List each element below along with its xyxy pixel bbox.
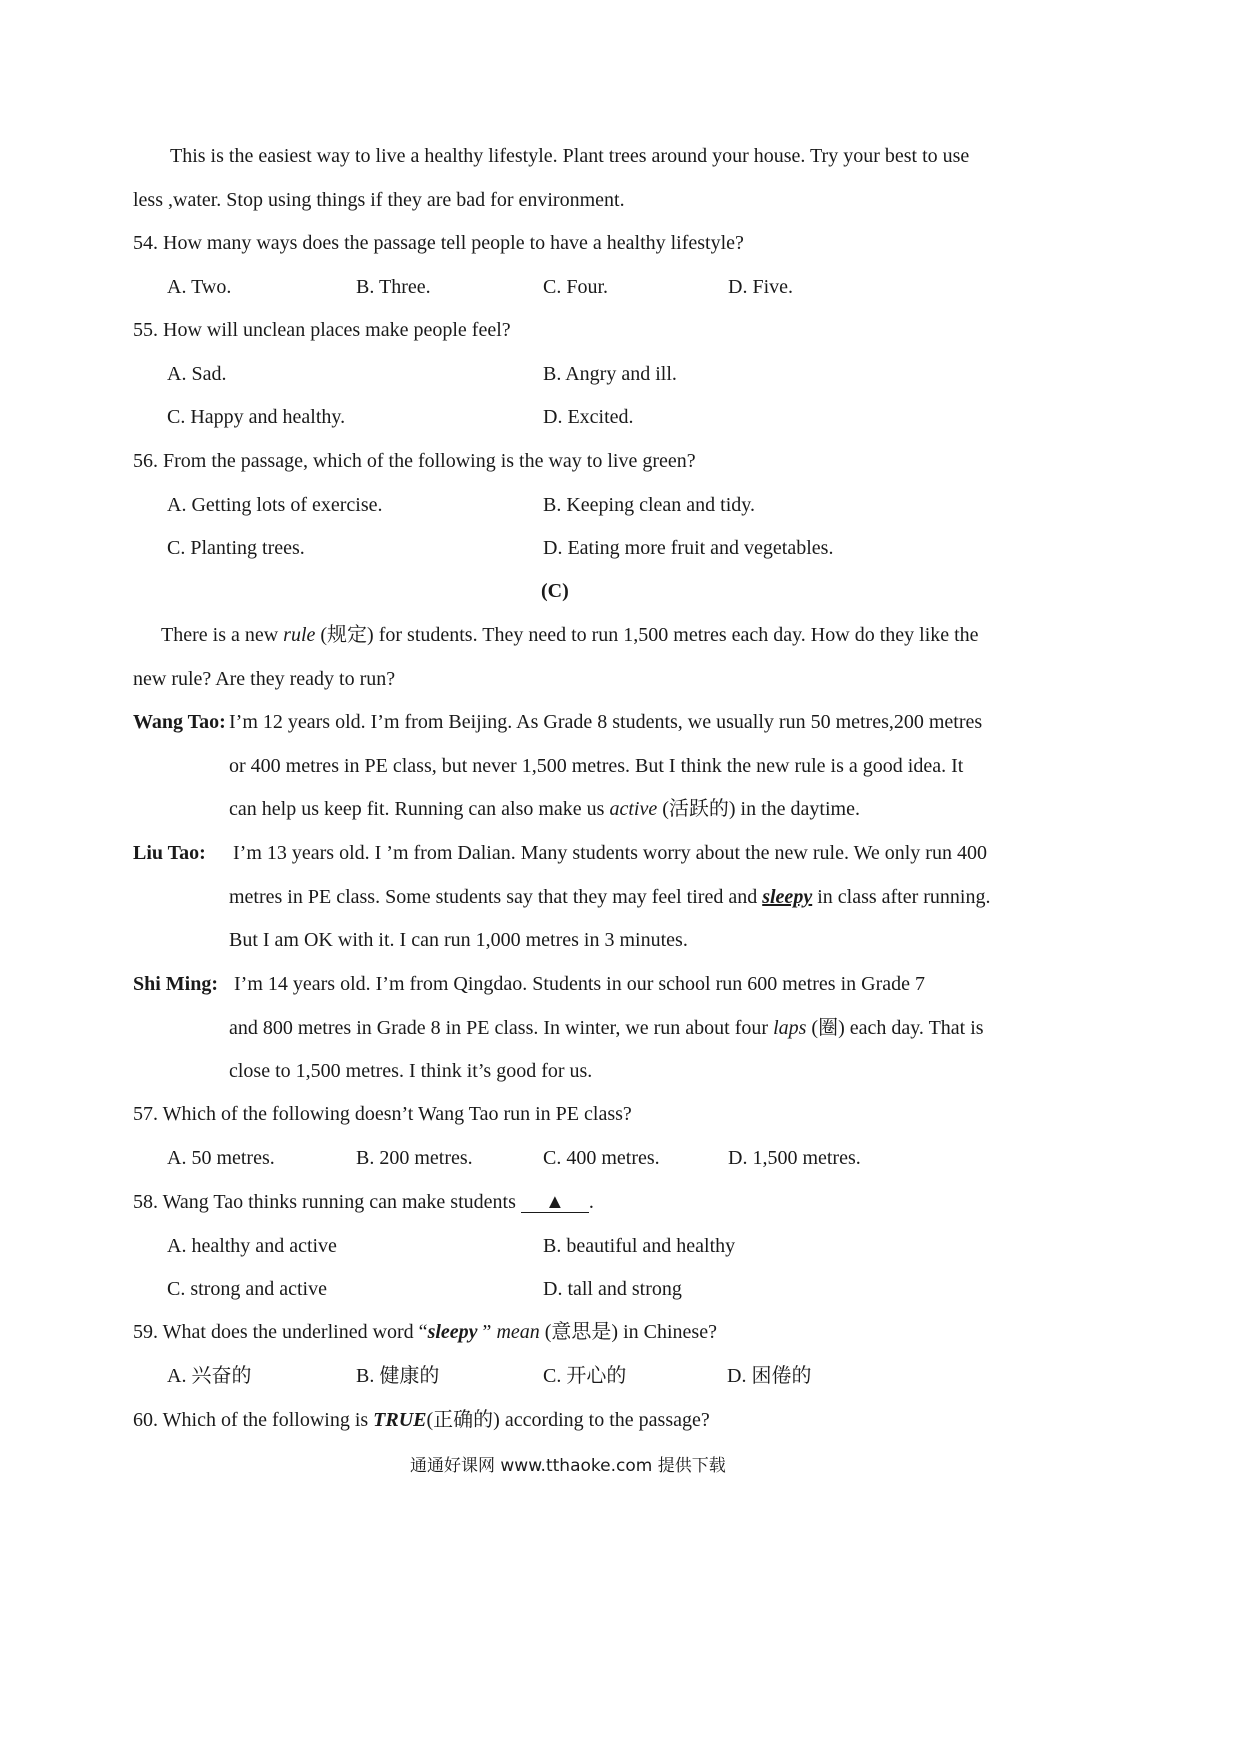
section-heading: (C) [541,580,569,602]
option-57-a: A. 50 metres. [167,1147,275,1169]
underlined-word-sleepy: sleepy [762,886,813,908]
speaker-name: Liu Tao: [133,842,206,864]
question-55: 55. How will unclean places make people feel? [133,319,511,341]
speaker-line: close to 1,500 metres. I think it’s good for us. [229,1060,593,1082]
option-55-a: A. Sad. [167,363,227,385]
passage-line: This is the easiest way to live a healthy lifestyle. Plant trees around your house. Try your best to use [170,145,970,167]
question-60: 60. Which of the following is TRUE(正确的) according to the passage? [133,1409,710,1431]
option-55-c: C. Happy and healthy. [167,406,346,428]
answer-blank: ▲ [521,1192,589,1213]
passage-line: less ,water. Stop using things if they are bad for environment. [133,189,625,211]
option-58-a: A. healthy and active [167,1235,337,1257]
speaker-line: I’m 14 years old. I’m from Qingdao. Students in our school run 600 metres in Grade 7 [234,973,925,995]
option-59-a: A. 兴奋的 [167,1365,252,1387]
term-true: TRUE [373,1409,427,1431]
option-58-c: C. strong and active [167,1278,327,1300]
option-55-d: D. Excited. [543,406,634,428]
option-54-d: D. Five. [728,276,793,298]
speaker-name: Wang Tao: [133,711,226,733]
page-footer: 通通好课网 www.tthaoke.com 提供下载 [410,1456,726,1476]
option-56-a: A. Getting lots of exercise. [167,494,383,516]
speaker-line: I’m 13 years old. I ’m from Dalian. Many students worry about the new rule. We only run 400 [233,842,987,864]
speaker-line: I’m 12 years old. I’m from Beijing. As Grade 8 students, we usually run 50 metres,200 metres [229,711,983,733]
speaker-line: But I am OK with it. I can run 1,000 metres in 3 minutes. [229,929,688,951]
term-sleepy: sleepy [427,1321,478,1343]
option-59-d: D. 困倦的 [727,1365,812,1387]
speaker-line: can help us keep fit. Running can also make us active (活跃的) in the daytime. [229,798,860,820]
question-57: 57. Which of the following doesn’t Wang Tao run in PE class? [133,1103,632,1125]
intro-line: new rule? Are they ready to run? [133,668,396,690]
option-57-b: B. 200 metres. [356,1147,473,1169]
option-59-b: B. 健康的 [356,1365,440,1387]
question-56: 56. From the passage, which of the following is the way to live green? [133,450,696,472]
option-56-c: C. Planting trees. [167,537,305,559]
question-59: 59. What does the underlined word “sleepy ” mean (意思是) in Chinese? [133,1321,717,1343]
intro-line: There is a new rule (规定) for students. They need to run 1,500 metres each day. How do they like the [161,624,979,646]
option-56-b: B. Keeping clean and tidy. [543,494,755,516]
option-54-b: B. Three. [356,276,431,298]
question-54: 54. How many ways does the passage tell people to have a healthy lifestyle? [133,232,744,254]
option-58-d: D. tall and strong [543,1278,682,1300]
option-57-d: D. 1,500 metres. [728,1147,861,1169]
option-55-b: B. Angry and ill. [543,363,677,385]
speaker-line: metres in PE class. Some students say that they may feel tired and sleepy in class after running. [229,886,991,908]
option-54-c: C. Four. [543,276,609,298]
option-59-c: C. 开心的 [543,1365,627,1387]
term-mean: mean [496,1321,540,1343]
option-57-c: C. 400 metres. [543,1147,660,1169]
term-rule: rule [283,624,316,646]
option-56-d: D. Eating more fruit and vegetables. [543,537,834,559]
option-58-b: B. beautiful and healthy [543,1235,736,1257]
question-58: 58. Wang Tao thinks running can make students ▲ . [133,1191,594,1213]
term-active: active [609,798,658,820]
speaker-line: or 400 metres in PE class, but never 1,500 metres. But I think the new rule is a good idea. It [229,755,964,777]
option-54-a: A. Two. [167,276,232,298]
speaker-line: and 800 metres in Grade 8 in PE class. In winter, we run about four laps (圈) each day. That is [229,1017,984,1039]
speaker-name: Shi Ming: [133,973,219,995]
term-laps: laps [773,1017,807,1039]
